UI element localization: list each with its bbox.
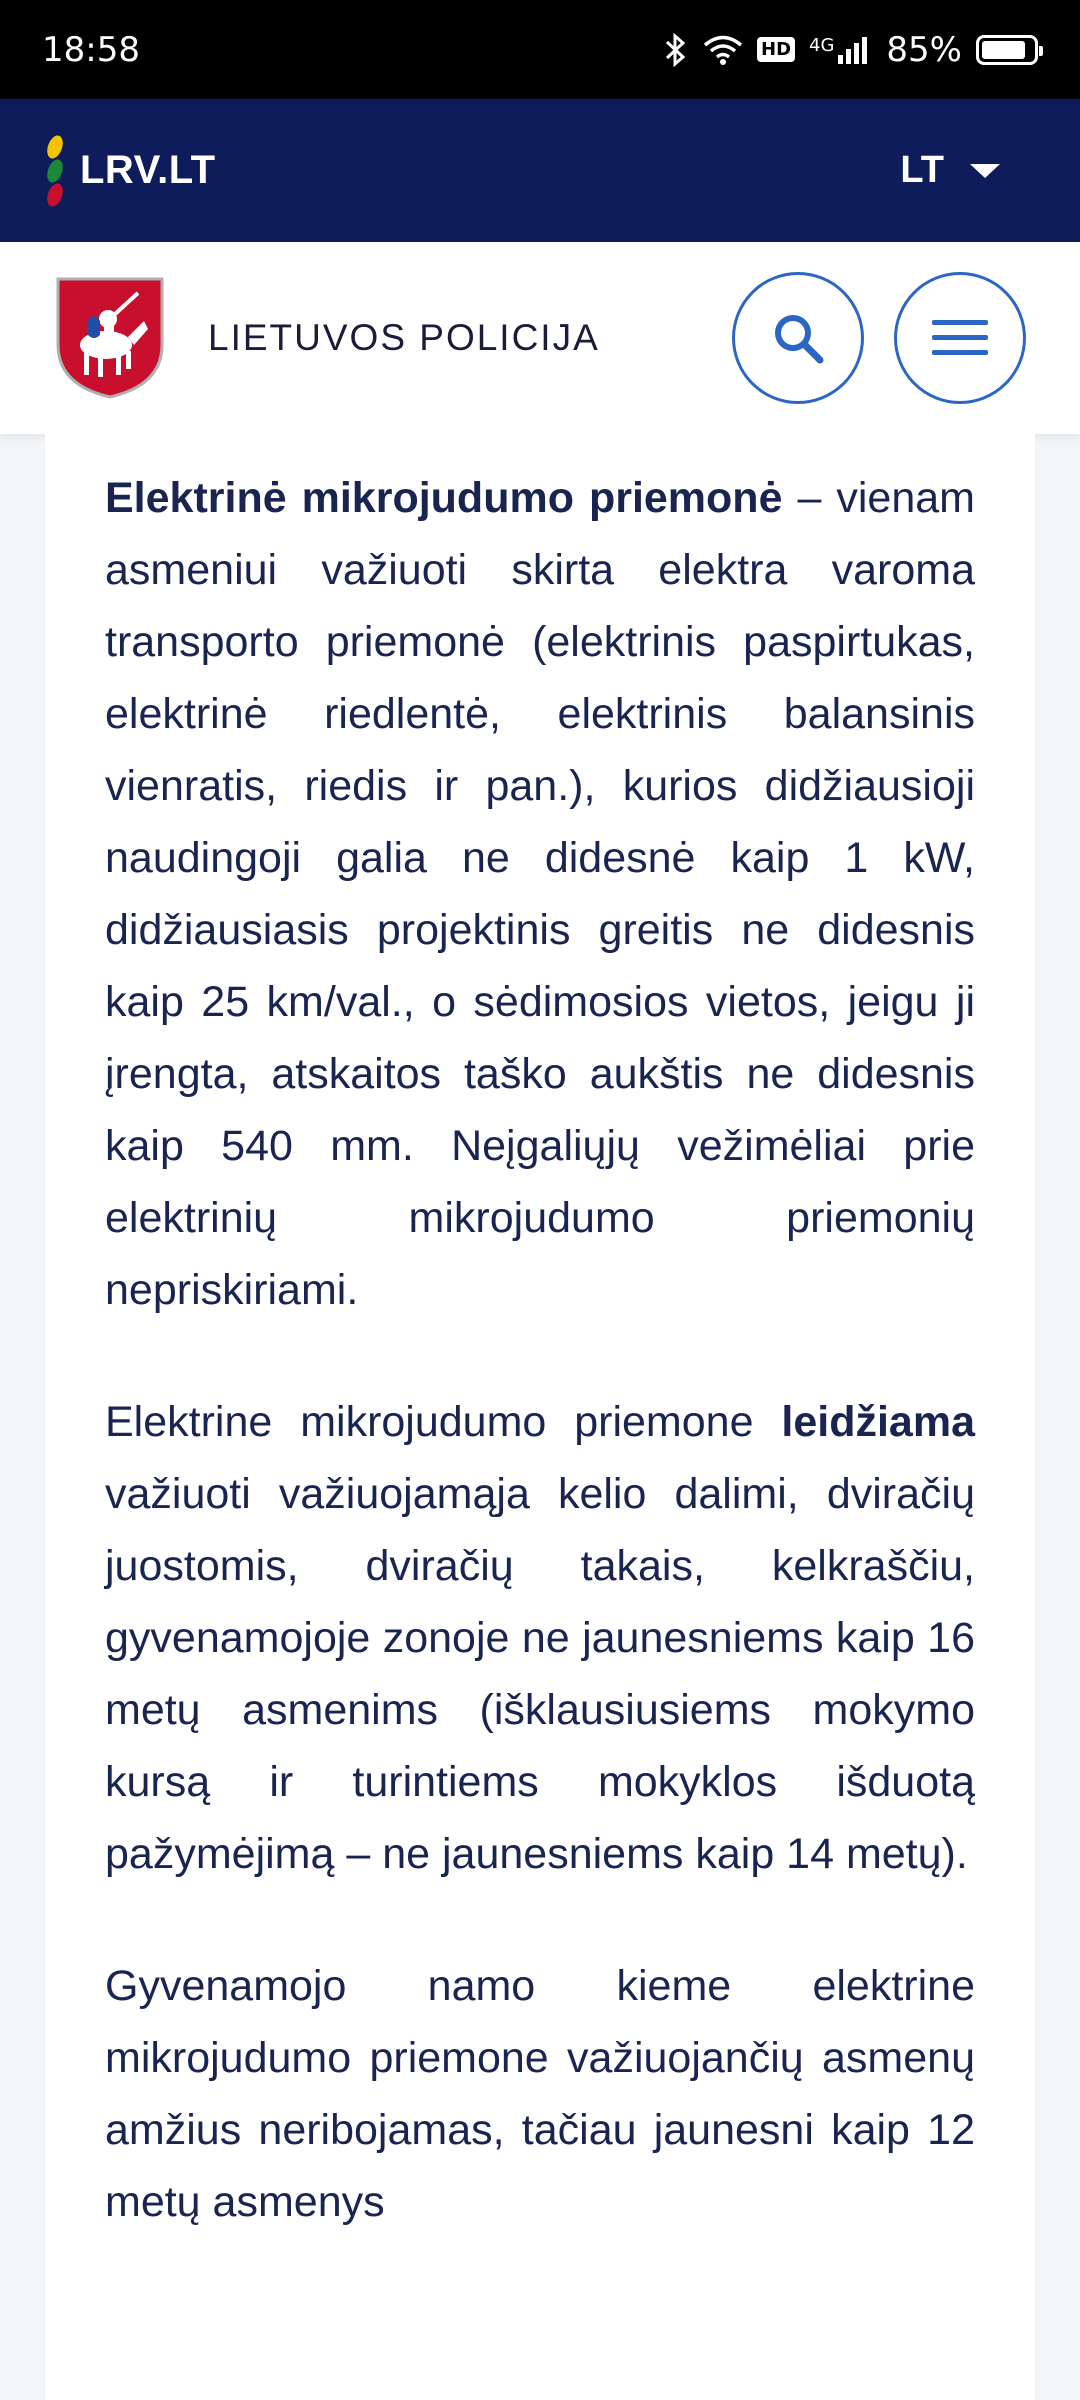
battery-icon [976, 35, 1038, 65]
paragraph-allowed [105, 1386, 975, 1890]
coat-of-arms-logo[interactable] [54, 275, 166, 401]
battery-level [982, 41, 1025, 59]
signal-icon [809, 35, 872, 65]
site-title[interactable]: LIETUVOS POLICIJA [208, 317, 600, 358]
bluetooth-icon [663, 32, 689, 68]
yard-text: Gyvenamojo namo kieme elektrine mikrojudumo priemone važiuojančių asmenų amžius neribojamas, tačiau jaunesni kaip 12 metų asmenys [105, 1962, 975, 2226]
status-icons [663, 30, 1038, 70]
paragraph-definition [105, 462, 975, 1326]
lrv-flag-icon [44, 135, 66, 207]
menu-icon [932, 318, 988, 358]
chevron-down-icon [970, 164, 1000, 178]
battery-percent: 85% [886, 29, 962, 70]
site-header [0, 242, 1080, 434]
menu-button[interactable] [894, 272, 1026, 404]
language-selector[interactable] [900, 149, 1000, 192]
allowed-intro: Elektrine mikrojudumo priemone [105, 1398, 782, 1446]
status-bar [0, 0, 1080, 99]
article-content [45, 434, 1035, 2400]
lrv-logo-text: LRV.LT [80, 148, 216, 192]
lrv-logo-link[interactable] [44, 135, 216, 207]
site-top-bar [0, 99, 1080, 242]
paragraph-yard [105, 1950, 975, 2238]
allowed-text: važiuoti važiuojamąja kelio dalimi, dviračių juostomis, dviračių takais, kelkraščiu, gyvenamojoje zonoje ne jaunesniems kaip 16 metų asmenims (išklausiusiems mokymo kursą ir turintiems mokyklos išduotą pažymėjimą – ne jaunesniems kaip 14 metų). [105, 1470, 975, 1878]
language-label: LT [900, 149, 944, 191]
status-time: 18:58 [42, 29, 140, 70]
search-button[interactable] [732, 272, 864, 404]
allowed-bold: leidžiama [781, 1398, 975, 1446]
wifi-icon [703, 34, 743, 66]
term-bold: Elektrinė mikrojudumo priemonė [105, 474, 783, 522]
definition-text: – vienam asmeniui važiuoti skirta elektra varoma transporto priemonė (elektrinis paspirtukas, elektrinė riedlentė, elektrinis balansinis vienratis, riedis ir pan.), kurios didžiausioji naudingoji galia ne didesnė kaip 1 kW, didžiausiasis projektinis greitis ne didesnis kaip 25 km/val., o sėdimosios vietos, jeigu ji įrengta, atskaitos taško aukštis ne didesnis kaip 540 mm. Neįgaliųjų vežimėliai prie elektrinių mikrojudumo priemonių nepriskiriami. [105, 474, 975, 1314]
search-icon [771, 311, 825, 365]
hd-badge: HD [757, 37, 795, 62]
network-type: 4G [809, 34, 835, 56]
